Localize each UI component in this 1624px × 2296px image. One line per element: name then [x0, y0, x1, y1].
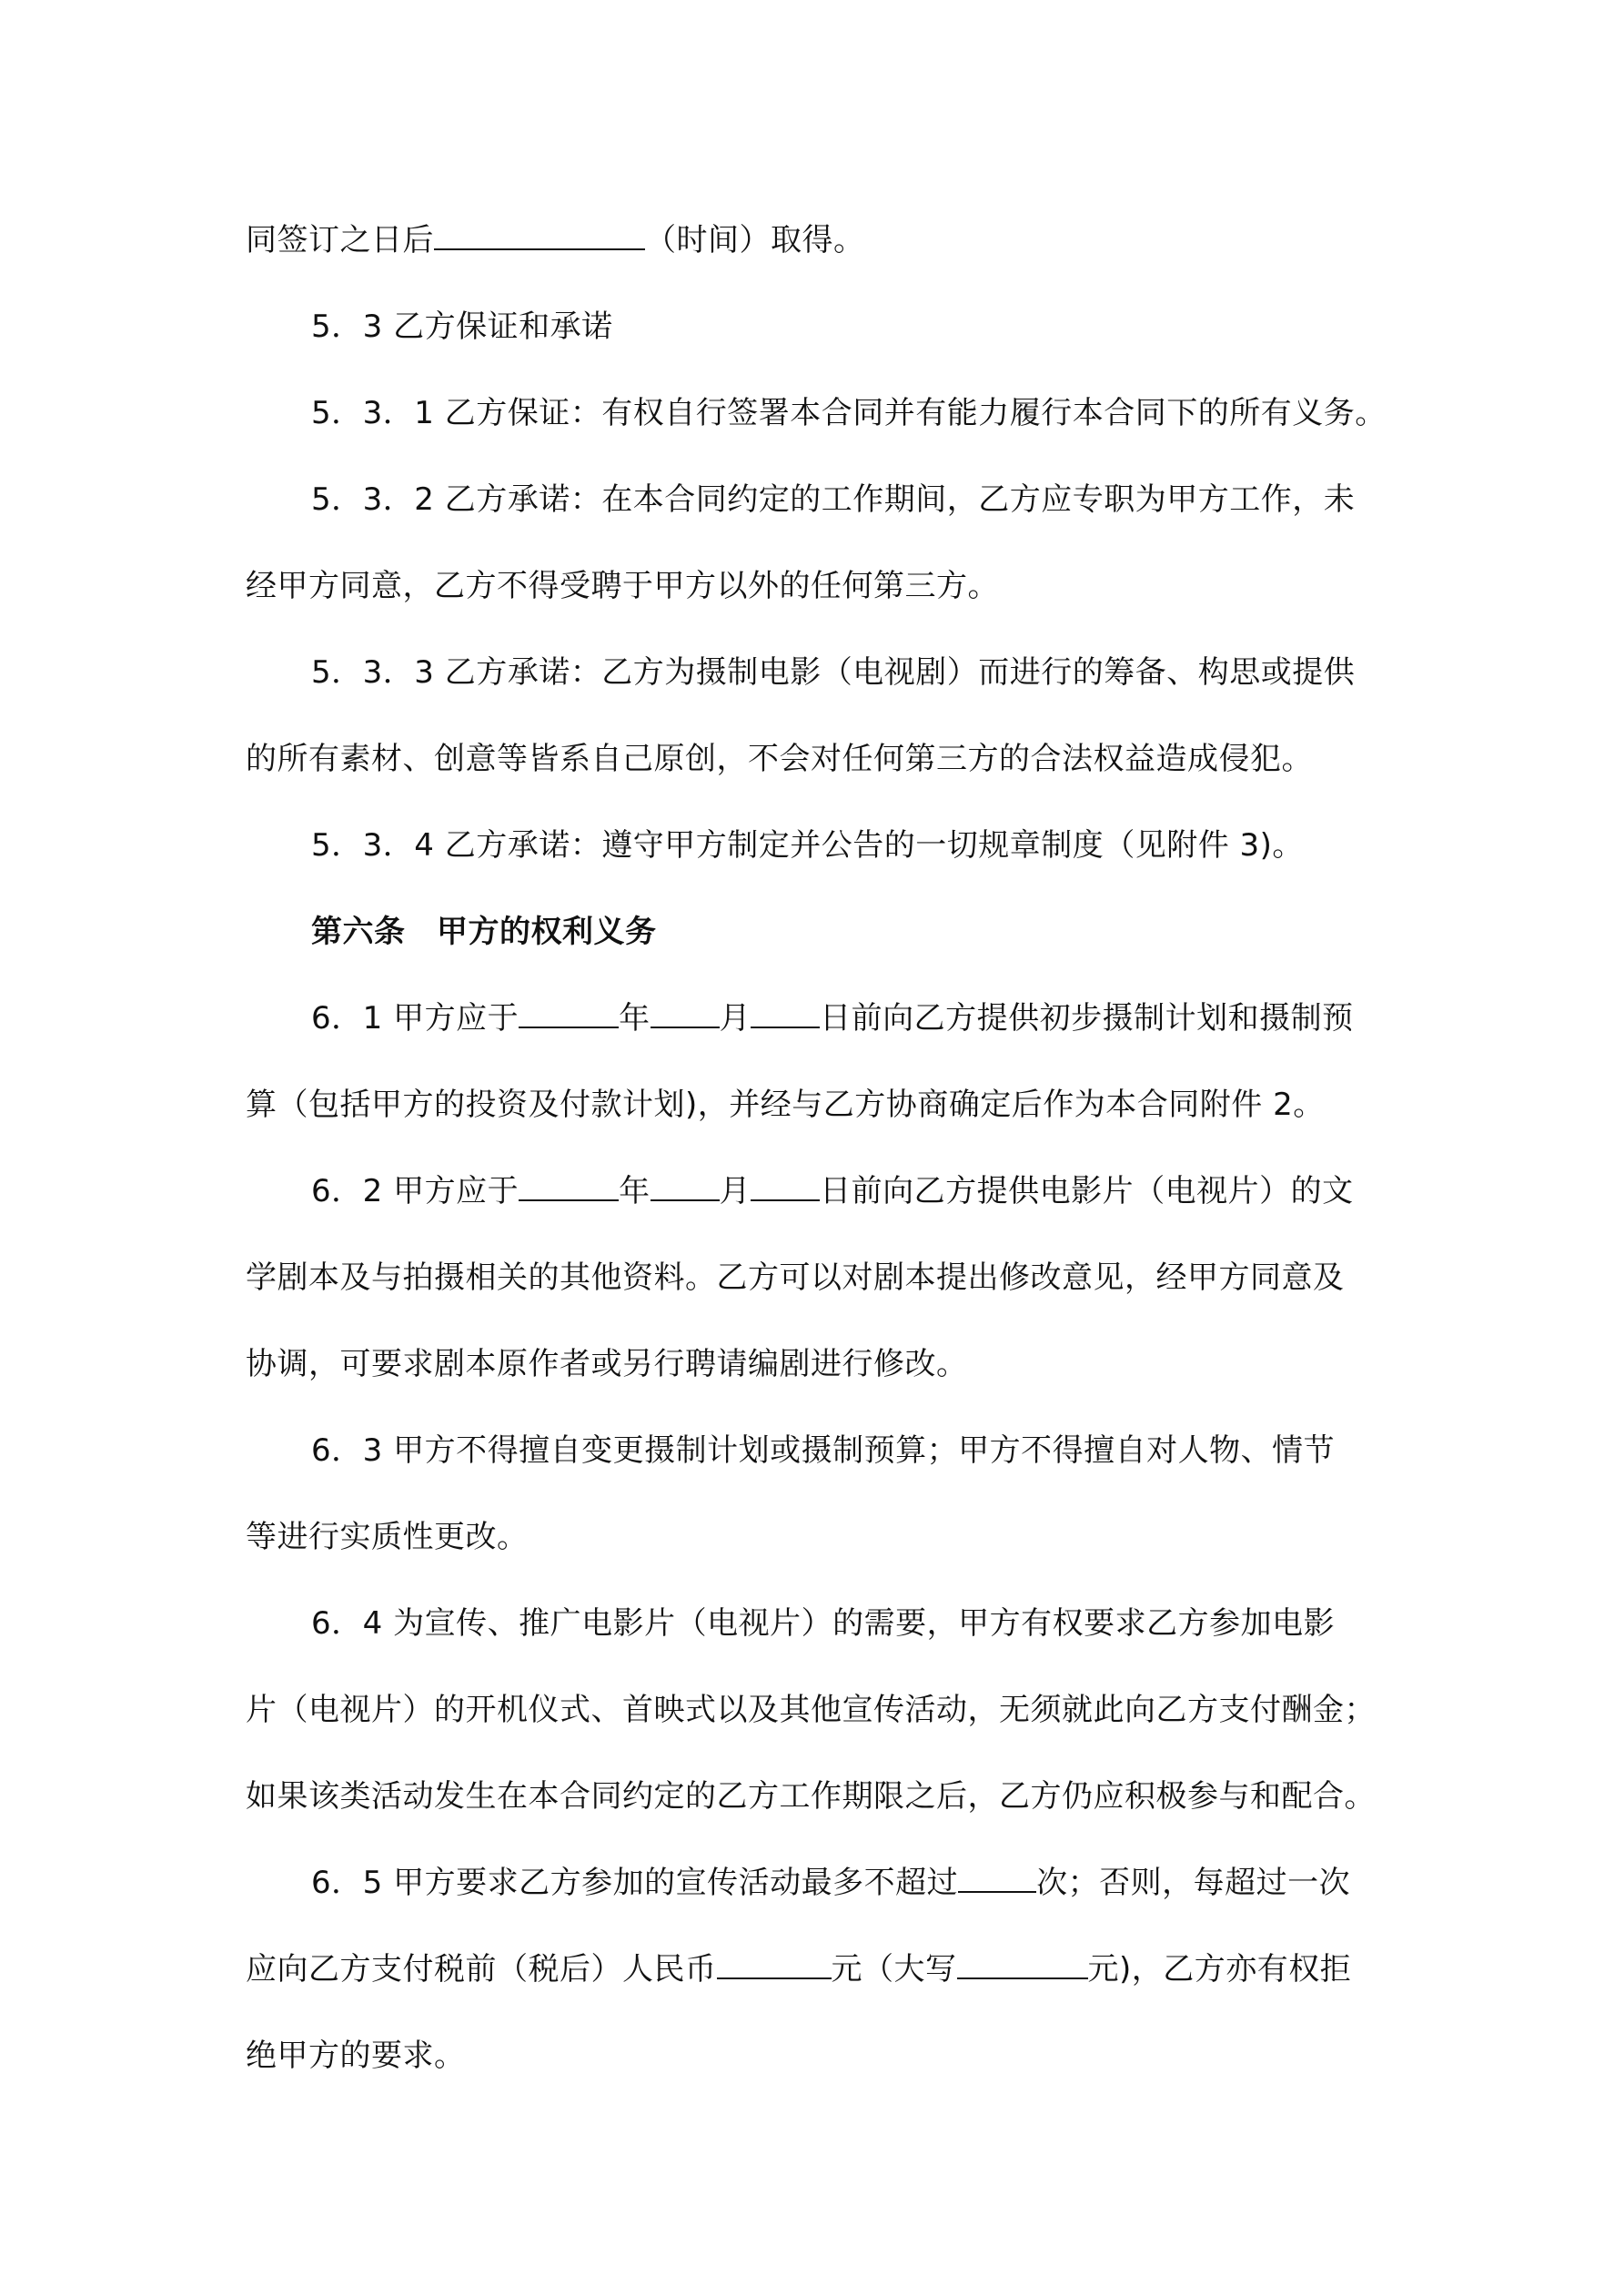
- fill-blank-month: [651, 999, 720, 1028]
- clause-6-5-continuation-2: 绝甲方的要求。: [246, 2038, 466, 2074]
- text-segment: 同签订之日后: [246, 222, 434, 258]
- clause-6-4: 6．4 为宣传、推广电影片（电视片）的需要，甲方有权要求乙方参加电影: [311, 1605, 1336, 1642]
- clause-6-4-continuation-2: 如果该类活动发生在本合同约定的乙方工作期限之后，乙方仍应积极参与和配合。: [246, 1778, 1376, 1815]
- clause-5-3-3: 5．3．3 乙方承诺：乙方为摄制电影（电视剧）而进行的筹备、构思或提供: [311, 654, 1356, 691]
- text-segment: 次；否则，每超过一次: [1036, 1865, 1351, 1901]
- text-segment: 6．5 甲方要求乙方参加的宣传活动最多不超过: [311, 1865, 959, 1901]
- fill-blank-count: [958, 1864, 1036, 1893]
- fill-blank-amount: [717, 1950, 832, 1979]
- clause-5-3-heading: 5．3 乙方保证和承诺: [311, 308, 613, 345]
- article-6-heading: 第六条 甲方的权利义务: [311, 914, 657, 950]
- text-segment: 月: [719, 1173, 751, 1209]
- clause-6-4-continuation-1: 片（电视片）的开机仪式、首映式以及其他宣传活动，无须就此向乙方支付酬金；: [246, 1692, 1376, 1728]
- text-segment: 6．2 甲方应于: [311, 1173, 519, 1209]
- fill-blank-time: [434, 221, 645, 250]
- text-segment: 年: [619, 1173, 651, 1209]
- clause-6-2-continuation-1: 学剧本及与拍摄相关的其他资料。乙方可以对剧本提出修改意见，经甲方同意及: [246, 1259, 1345, 1296]
- clause-5-3-3-continuation: 的所有素材、创意等皆系自己原创，不会对任何第三方的合法权益造成侵犯。: [246, 741, 1313, 777]
- text-segment: 日前向乙方提供电影片（电视片）的文: [820, 1173, 1354, 1209]
- clause-6-1: [311, 996, 1354, 1040]
- text-segment: （时间）取得。: [645, 222, 865, 258]
- text-segment: 6．1 甲方应于: [311, 1000, 519, 1037]
- text-line-5-2-continuation: [246, 218, 865, 262]
- clause-6-2-continuation-2: 协调，可要求剧本原作者或另行聘请编剧进行修改。: [246, 1346, 968, 1382]
- text-segment: 应向乙方支付税前（税后）人民币: [246, 1951, 717, 1988]
- clause-6-3-continuation: 等进行实质性更改。: [246, 1519, 529, 1555]
- clause-5-3-2-continuation: 经甲方同意，乙方不得受聘于甲方以外的任何第三方。: [246, 568, 999, 604]
- clause-6-5: [311, 1861, 1350, 1905]
- fill-blank-day: [751, 999, 820, 1028]
- text-segment: 年: [619, 1000, 651, 1037]
- clause-5-3-1: 5．3．1 乙方保证：有权自行签署本合同并有能力履行本合同下的所有义务。: [311, 395, 1387, 431]
- clause-6-3: 6．3 甲方不得擅自变更摄制计划或摄制预算；甲方不得擅自对人物、情节: [311, 1432, 1336, 1469]
- clause-6-1-continuation: 算（包括甲方的投资及付款计划)，并经与乙方协商确定后作为本合同附件 2。: [246, 1087, 1325, 1123]
- clause-6-2: [311, 1169, 1354, 1213]
- fill-blank-day: [751, 1172, 820, 1201]
- clause-5-3-2: 5．3．2 乙方承诺：在本合同约定的工作期间，乙方应专职为甲方工作，未: [311, 481, 1356, 518]
- fill-blank-amount-words: [957, 1950, 1088, 1979]
- text-segment: 元)，乙方亦有权拒: [1087, 1951, 1352, 1988]
- clause-5-3-4: 5．3．4 乙方承诺：遵守甲方制定并公告的一切规章制度（见附件 3)。: [311, 827, 1304, 864]
- fill-blank-month: [651, 1172, 720, 1201]
- text-segment: 月: [719, 1000, 751, 1037]
- clause-6-5-continuation-1: [246, 1947, 1351, 1991]
- text-segment: 日前向乙方提供初步摄制计划和摄制预: [820, 1000, 1354, 1037]
- text-segment: 元（大写: [831, 1951, 957, 1988]
- fill-blank-year: [519, 1172, 619, 1201]
- fill-blank-year: [519, 999, 619, 1028]
